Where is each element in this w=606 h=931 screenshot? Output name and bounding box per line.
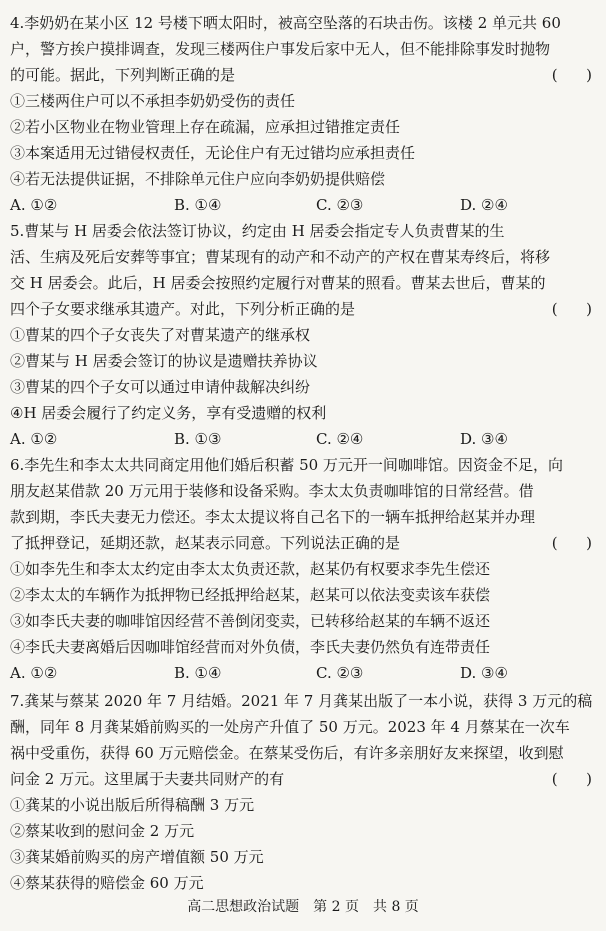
statement: ④蔡某获得的赔偿金 60 万元 [10,874,204,892]
question-stem-line: 4.李奶奶在某小区 12 号楼下晒太阳时，被高空坠落的石块击伤。该楼 2 单元共 60 [10,14,561,32]
question-stem-line: 的可能。据此，下列判断正确的是 [10,66,236,84]
option-b: B. ①④ [174,664,222,682]
statement: ②李太太的车辆作为抵押物已经抵押给赵某，赵某可以依法变卖该车获偿 [10,586,491,604]
answer-bracket: ( ) [551,66,592,84]
option-c: C. ②④ [316,430,364,448]
option-d: D. ③④ [460,430,508,448]
statement: ①龚某的小说出版后所得稿酬 3 万元 [10,796,255,814]
question-stem-line: 5.曹某与 H 居委会依法签订协议，约定由 H 居委会指定专人负责曹某的生 [10,222,505,240]
question-stem-line: 朋友赵某借款 20 万元用于装修和设备采购。李太太负责咖啡馆的日常经营。借 [10,482,534,500]
statement: ③如李氏夫妻的咖啡馆因经营不善倒闭变卖，已转移给赵某的车辆不返还 [10,612,491,630]
option-d: D. ③④ [460,664,508,682]
question-stem-line: 酬，同年 8 月龚某婚前购买的一处房产升值了 50 万元。2023 年 4 月蔡某在一次车 [10,718,570,736]
option-a: A. ①② [10,196,58,214]
option-b: B. ①④ [174,196,222,214]
question-stem-line: 四个子女要求继承其遗产。对此，下列分析正确的是 [10,300,356,318]
statement: ②蔡某收到的慰问金 2 万元 [10,822,195,840]
statement: ④H 居委会履行了约定义务，享有受遗赠的权利 [10,404,327,422]
question-stem-line: 祸中受重伤，获得 60 万元赔偿金。在蔡某受伤后，有许多亲朋好友来探望，收到慰 [10,744,564,762]
statement: ③曹某的四个子女可以通过申请仲裁解决纠纷 [10,378,311,396]
option-b: B. ①③ [174,430,222,448]
question-stem-line: 7.龚某与蔡某 2020 年 7 月结婚。2021 年 7 月龚某出版了一本小说，获得 3 万元的稿 [10,692,593,710]
question-stem-line: 活、生病及死后安葬等事宜；曹某现有的动产和不动产的产权在曹某寿终后，将移 [10,248,551,266]
question-stem-line: 6.李先生和李太太共同商定用他们婚后积蓄 50 万元开一间咖啡馆。因资金不足，向 [10,456,563,474]
question-stem-line: 款到期，李氏夫妻无力偿还。李太太提议将自己名下的一辆车抵押给赵某并办理 [10,508,536,526]
page-footer: 高二思想政治试题 第 2 页 共 8 页 [187,899,419,915]
option-d: D. ②④ [460,196,508,214]
option-c: C. ②③ [316,664,364,682]
answer-bracket: ( ) [551,300,592,318]
statement: ④李氏夫妻离婚后因咖啡馆经营而对外负债，李氏夫妻仍然负有连带责任 [10,638,491,656]
statement: ③龚某婚前购买的房产增值额 50 万元 [10,848,264,866]
question-stem-line: 交 H 居委会。此后，H 居委会按照约定履行对曹某的照看。曹某去世后，曹某的 [10,274,546,292]
option-c: C. ②③ [316,196,364,214]
option-a: A. ①② [10,664,58,682]
option-a: A. ①② [10,430,58,448]
question-stem-line: 了抵押登记，延期还款，赵某表示同意。下列说法正确的是 [10,534,401,552]
statement: ④若无法提供证据，不排除单元住户应向李奶奶提供赔偿 [10,170,386,188]
question-stem-line: 问金 2 万元。这里属于夫妻共同财产的有 [10,770,285,788]
statement: ②若小区物业在物业管理上存在疏漏，应承担过错推定责任 [10,118,401,136]
statement: ③本案适用无过错侵权责任，无论住户有无过错均应承担责任 [10,144,416,162]
answer-bracket: ( ) [551,534,592,552]
answer-bracket: ( ) [551,770,592,788]
statement: ①三楼两住户可以不承担李奶奶受伤的责任 [10,92,296,110]
statement: ①如李先生和李太太约定由李太太负责还款，赵某仍有权要求李先生偿还 [10,560,491,578]
statement: ①曹某的四个子女丧失了对曹某遗产的继承权 [10,326,311,344]
statement: ②曹某与 H 居委会签订的协议是遗赠扶养协议 [10,352,318,370]
question-stem-line: 户，警方挨户摸排调查，发现三楼两住户事发后家中无人，但不能排除事发时抛物 [10,40,551,58]
